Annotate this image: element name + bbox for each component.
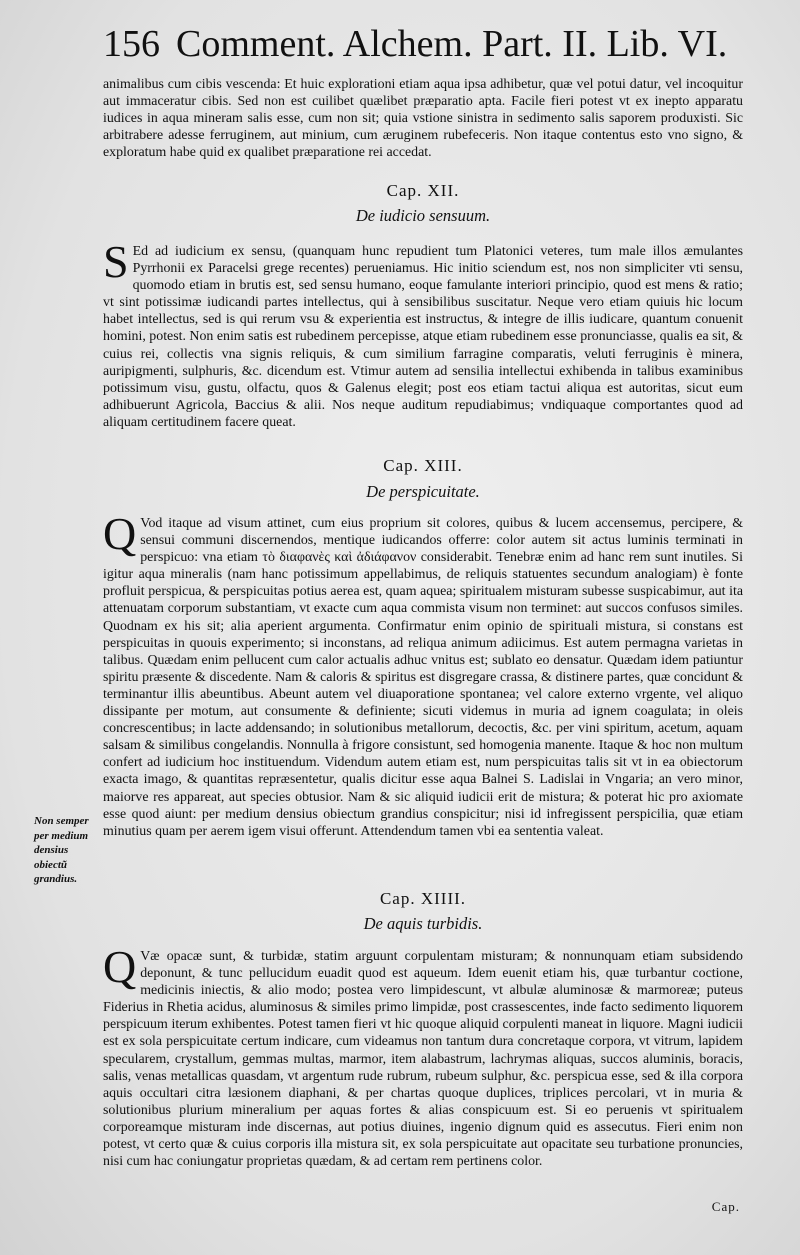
chapter-13-heading: Cap. XIII. [383, 456, 463, 475]
chapter-13-title: De perspicuitate. [366, 482, 480, 501]
chapter-12-heading: Cap. XII. [386, 181, 460, 200]
chapter-12-title: De iudicio sensuum. [355, 206, 491, 225]
chapter-13-body [103, 508, 743, 840]
page-header [103, 22, 743, 66]
catchword: Cap. [711, 1199, 740, 1214]
chapter-14-heading: Cap. XIIII. [379, 889, 467, 908]
paragraph-continuation [103, 76, 743, 161]
margin-note: Non semper per medium densius obiectũ grandius. [34, 815, 89, 885]
paragraph-text: Vod itaque ad visum attinet, cum eius proprium sit colores, quibus & lucem accensemus, percipere, & sensui communi discernendos, mentique iudicandos offerre: color autem sit actus luminis terminati in perspicuo: vna etiam τὸ διαφανὲς καὶ ἀδιάφανον considerabit. Tenebræ enim ad hanc rem sunt inutiles. Si igitur aqua mineralis (nam hanc potissimum appellabimus, de reliquis statuentes secundum analogiam) è fonte profluit perspicua, & perspicuitas potius aerea est, quam aquea; spiritualem misturam subesse suspicabimur, aut ita attenuatam corporum substantiam, vt exacte cum aqua commista visum non terminet: aut succos confusos similes. Quodnam ex his sit; alia aperient argumenta. Confirmatur enim opinio de spirituali mistura, si constans est perspicuitas in quouis experimento; si inconstans, ad reliqua animum adiicimus. Est autem permagna varietas in talibus. Quædam enim pellucent cum calor actualis adhuc vnitus est; sublato eo densatur. Quædam idem patiuntur spiritu præsente & discedente. Nam & caloris & spiritus est disgregare crassa, & distinere partes, quæ concidunt & terminantur illis abeuntibus. Abeunt autem vel diuaporatione spontanea; vel calore externo vrgente, vel aliquo dissipante per motum, aut consumente & definiente; sicuti videmus in muria ad ignem coagulata; in oleis concrescentibus; in lacte addensando; in solutionibus metallorum, decoctis, &c. per vini spiritum, acetum, aquam salsam & similibus congelandis. Nonnulla à frigore consistunt, sed homogenia manente. Itaque & hoc non multum confert ad iudicium hoc instituendum. Videndum autem etiam est, num perspicuitas talis sit vt in ea obiectorum exacta imago, & quantitas repræsentetur, qualis dicitur esse aqua Balnei S. Ladislai in Vngaria; an vero minor, maiorve res appareat, aut species obtusior. Nam & sic aliquid iudicii erit de mistura; & poterat hic pro axiomate esse quod aiunt: per medium densius obiectum grandius conspicitur; nisi id infregissent perspicilia, quæ etiam minutius quam per aerem igem visui offerunt. Attendendum tamen vbi ea sententia valeat. [103, 516, 743, 839]
paragraph-text: Væ opacæ sunt, & turbidæ, statim arguunt corpulentam misturam; & nonnunquam etiam subsidendo deponunt, & tunc pellucidum euadit quod est aqueum. Idem euenit etiam his, quæ turbantur coctione, medicinis iniectis, & alio modo; postea vero limpidescunt, vt albulæ aluminosæ & marmoreæ; puteus Fiderius in Rhetia acidus, aluminosus & similes primo limpidæ, post crassescentes, inde facto sedimento liquorem perspicuum iterum exhibentes. Potest tamen fieri vt hic quoque aliquid corpulenti maneat in liquore. Magni iudicii est ex sola perspicuitate certum indicare, cum videamus non tantum dura concretaque corpora, vt vitrum, lapidem specularem, crystallum, gemmas multas, marmor, item alabastrum, lachrymas aliquas, succos aluminis, boracis, salis, venas metallicas quasdam, vt argentum rude rubrum, rubeum sulphur, &c. perspicua esse, sed & illa corpora aquis occultari citra læsionem diaphani, & per chartas quoque duplices, triplices percolari, vt in muria & solutionibus plurium mineralium per aquas fortes & alias conspicuum est. Si eo peruenis vt spiritualem corporeamque misturam inde discernas, aut potius diuines, ingenio dignum quid es assecutus. Fieri enim non potest, vt certo quæ & cuius corporis illa mistura sit, ex sola perspicuitate aut opacitate seu turbatione pronuncies, nisi cum hac coniungatur proprietas quædam, & ad certam rem pertinens color. [103, 949, 743, 1170]
paragraph-text: animalibus cum cibis vescenda: Et huic explorationi etiam aqua ipsa adhibetur, quæ vel potui datur, vel incoquitur aut immaceratur cibis. Sed non est cuilibet quælibet præparatio apta. Facile fieri potest vt ex inepto apparatu iudices in aqua mineram salis esse, cum non sit; quia vstione sinistra in sedimento salis saporem produxisti. Sic arbitrabere adesse ferruginem, aut minium, cum æruginem rubefeceris. Non itaque contentus esto vno signo, & exploratum habe quid ex qualibet præparatione rei accedat. [103, 77, 743, 161]
drop-cap: Q [103, 941, 137, 992]
page-number: 156 [103, 23, 160, 65]
drop-cap: S [103, 236, 129, 287]
chapter-12-body [103, 236, 743, 431]
paragraph-text: Ed ad iudicium ex sensu, (quanquam hunc repudient tum Platonici veteres, tum male illos æmulantes Pyrrhonii ex Paracelsi grege recentes) perueniamus. Hic initio sciendum est, nos non simpliciter vti sensu, quomodo etiam in brutis est, sed sensu humano, eoque famulante interiori principio, quod est mens & ratio; vt sint potissimæ iudicandi partes intellectus, qui à sensibilibus suscitatur. Neque vero etiam quiuis hic locum habet intellectus, sed is qui rerum vsu & experientia est instructus, & integre de illis iudicare, quantum conuenit homini, potest. Non enim satis est rubedinem percepisse, atque etiam rubedinem esse pronunciasse, qualis ea sit, & cuius rei, collectis vna signis reliquis, & cum similium farragine comparatis, veluti ferruginis è minera, auripigmenti, sulphuris, &c. dicendum est. Vtimur autem ad sensilia intellectui exhibenda in talibus examinibus potissimum visu, gustu, olfactu, quos & Galenus elegit; post eos etiam tactui aliqua est autoritas, sicut eum adhibuerunt Agricola, Baccius & alii. Nos neque auditum repudiabimus; vndiquaque comportantes quod ad aliquam certitudinem facere queat. [103, 244, 743, 430]
chapter-14-title: De aquis turbidis. [363, 914, 483, 933]
running-title: Comment. Alchem. Part. II. Lib. VI. [176, 23, 728, 65]
chapter-14-body [103, 941, 743, 1170]
drop-cap: Q [103, 508, 137, 559]
